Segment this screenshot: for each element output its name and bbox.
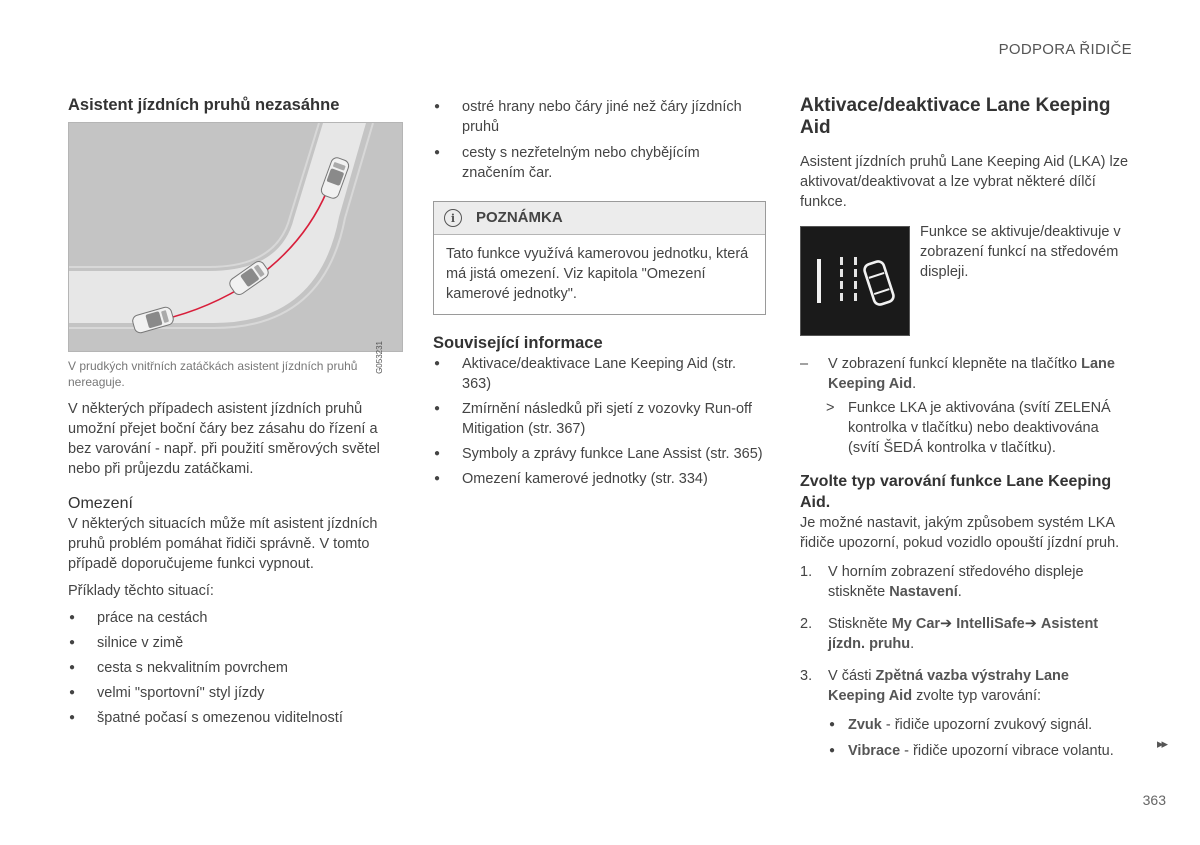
list-item: ● práce na cestách [68,608,403,628]
note-title: POZNÁMKA [476,209,563,226]
instruction-result: > Funkce LKA je aktivována (svítí ZELENÁ kontrolka v tlačítku) nebo deaktivována (svítí ŠEDÁ kontrolka v tlačítku). [826,400,1111,456]
column-left [68,95,403,728]
list-item: ● špatné počasí s omezenou viditelností [68,708,403,728]
option-vibration: ● Vibrace - řidiče upozorní vibrace volantu. [828,741,1130,761]
list-item: ● velmi "sportovní" styl jízdy [68,683,403,703]
intro-paragraph: Asistent jízdních pruhů Lane Keeping Aid (LKA) lze aktivovat/deaktivovat a lze vybrat některé dílčí funkce. [800,154,1129,210]
instruction-dash: – V zobrazení funkcí klepněte na tlačítko Lane Keeping Aid. [800,356,1115,392]
list-item: ● cesta s nekvalitním povrchem [68,658,403,678]
continue-arrows-icon: ▸▸ [1156,736,1166,751]
related-links [433,354,766,489]
icon-row [800,226,1130,336]
column-right [800,95,1130,761]
note-box [433,201,766,315]
body-paragraph: V některých případech asistent jízdních pruhů umožní přejet boční čáry bez zásahu do řízení a bez varování - např. při použití směrových světel nebo při průjezdu zatáčkami. [68,401,380,477]
related-heading: Související informace [433,334,603,352]
list-item: ● cesty s nezřetelným nebo chybějícím značením čar. [433,143,766,183]
icon-description: Funkce se aktivuje/deaktivuje v zobrazení funkcí na středovém displeji. [920,224,1121,280]
omezeni-heading: Omezení [68,495,133,512]
figure-code: G053231 [375,341,384,374]
list-item: ● silnice v zimě [68,633,403,653]
step-2: 2. Stiskněte My Car➔ IntelliSafe➔ Asistent jízdn. pruhu. [800,616,1099,652]
lane-keeping-button-icon [800,226,910,336]
note-text: Tato funkce využívá kamerovou jednotku, která má jistá omezení. Viz kapitola "Omezení kamerové jednotky". [446,246,749,302]
situations-list-continued [433,97,766,183]
omezeni-paragraph: V některých situacích může mít asistent jízdních pruhů problém pomáhat řidiči správně. V tomto případě doporučujeme funkci vypnout. [68,516,378,572]
arrow-right-icon: ➔ [1024,616,1037,632]
list-item: ● ostré hrany nebo čáry jiné než čáry jízdních pruhů [433,97,766,137]
info-icon: i [444,209,462,227]
situations-list [68,608,403,728]
sub-heading: Zvolte typ varování funkce Lane Keeping Aid. [800,473,1112,511]
related-link[interactable]: ● Zmírnění následků při sjetí z vozovky Run-off Mitigation (str. 367) [433,399,766,439]
section-heading: Asistent jízdních pruhů nezasáhne [68,96,340,114]
main-heading: Aktivace/deaktivace Lane Keeping Aid [800,95,1111,138]
lane-keeping-aid-label: Lane Keeping Aid [828,356,1115,392]
arrow-right-icon: ➔ [940,616,953,632]
settings-label: Nastavení [889,584,958,600]
examples-intro: Příklady těchto situací: [68,583,214,599]
note-header [434,202,765,235]
step-1: 1. V horním zobrazení středového displeje stiskněte Nastavení. [800,564,1084,600]
sub-intro: Je možné nastavit, jakým způsobem systém LKA řidiče upozorní, pokud vozidlo opouští jízdní pruh. [800,515,1120,551]
related-link[interactable]: ● Omezení kamerové jednotky (str. 334) [433,469,766,489]
warning-options [828,715,1130,761]
step-3: 3. V části Zpětná vazba výstrahy Lane Keeping Aid zvolte typ varování: [800,668,1069,704]
figure-caption: V prudkých vnitřních zatáčkách asistent jízdních pruhů nereaguje. [68,359,358,389]
page-number: 363 [1142,792,1166,808]
related-link[interactable]: ● Symboly a zprávy funkce Lane Assist (str. 365) [433,444,766,464]
section-header: PODPORA ŘIDIČE [998,41,1132,58]
column-middle [433,97,766,489]
related-link[interactable]: ● Aktivace/deaktivace Lane Keeping Aid (str. 363) [433,354,766,394]
option-sound: ● Zvuk - řidiče upozorní zvukový signál. [828,715,1130,735]
